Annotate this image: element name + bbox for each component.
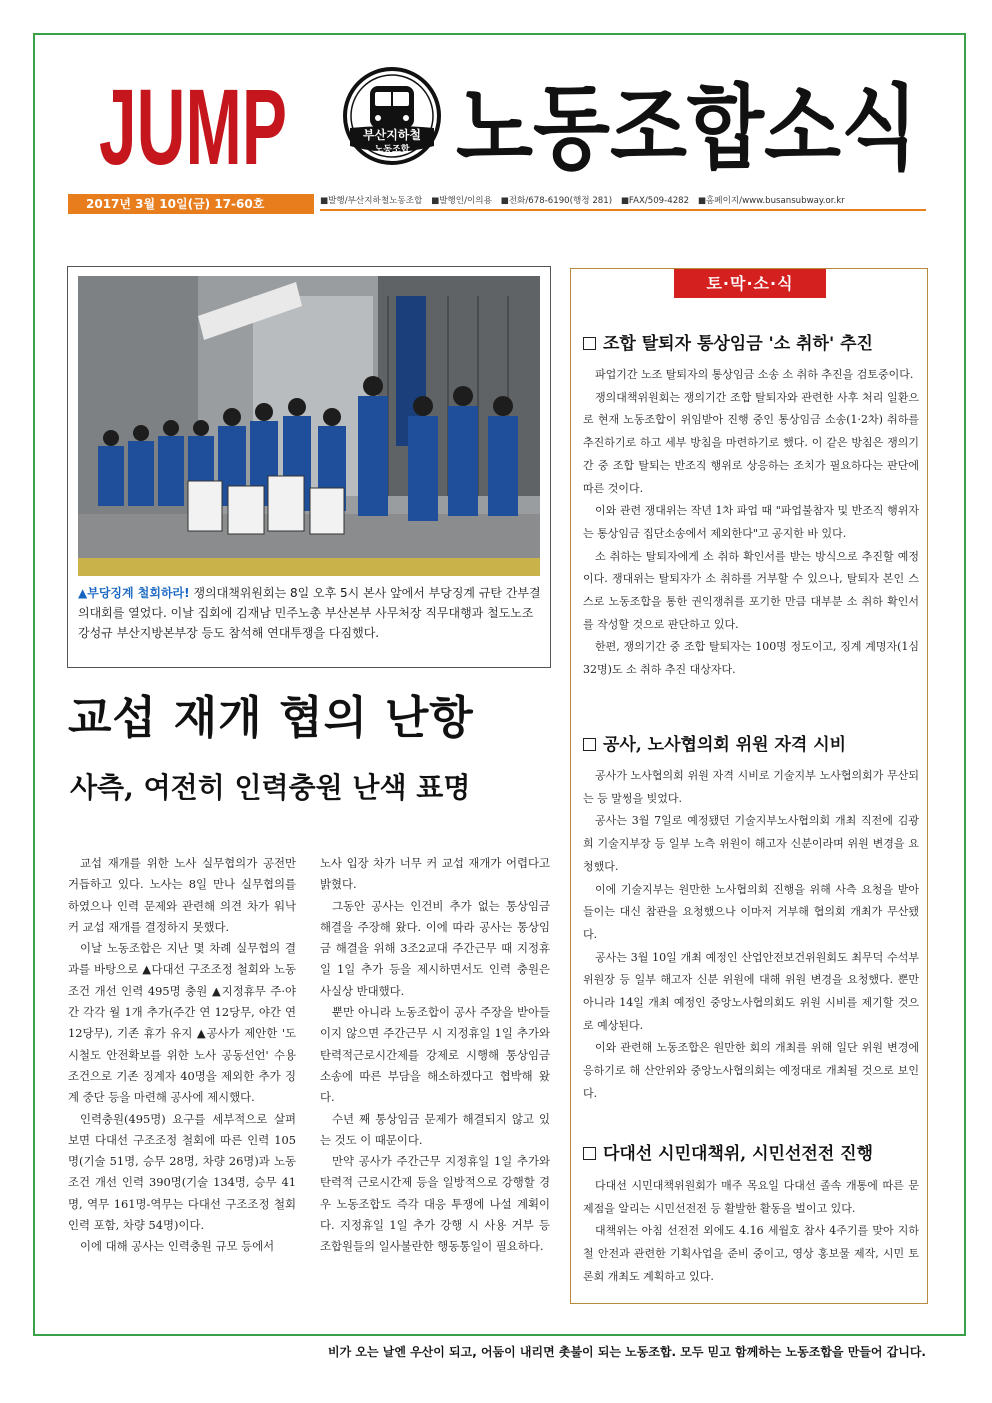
brief-paragraph: 대책위는 아침 선전전 외에도 4.16 세월호 참사 4주기를 맞아 지하철 안전과 관련한 기획사업을 준비 중이고, 영상 홍보물 제작, 시민 토론회 개최도 계획하고 있다. (583, 1224, 919, 1283)
article-paragraph: 교섭 재개를 위한 노사 실무협의가 공전만 거듭하고 있다. 노사는 8일 만나 실무협의를 하였으나 인력 문제와 관련해 의견 차가 워낙 커 교섭 재개를 결정하지 못했다. (68, 856, 296, 934)
fax: ■FAX/509-4282 (620, 196, 690, 206)
sidebar-tag: 토·막·소·식 (674, 269, 826, 298)
svg-text:JUMP: JUMP (99, 66, 287, 174)
brief-paragraph: 파업기간 노조 탈퇴자의 통상임금 소송 소 취하 추진을 검토중이다. (595, 368, 914, 381)
article-subheadline: 사측, 여전히 인력충원 난색 표명 (70, 771, 471, 804)
article-paragraph: 그동안 공사는 인건비 추가 없는 통상임금 해결을 주장해 왔다. 이에 따라 공사는 통상임금 해결을 위해 3조2교대 주간근무 때 지정휴일 1일 추가 등을 제시하면서도 인력 충원은 사실상 반대했다. (320, 898, 550, 998)
article-paragraph: 만약 공사가 주간근무 지정휴일 1일 추가와 탄력적 근로시간제 등을 일방적으로 강행할 경우 노동조합도 즉각 대응 투쟁에 나설 계획이다. 지정휴일 1일 추가 강행 시 사용 거부 등 조합원들의 일사불란한 행동통일이 필요하다. (320, 1154, 550, 1254)
issue-date: 2017년 3월 10일(금) 17-60호 (68, 194, 314, 214)
article-paragraph: 뿐만 아니라 노동조합이 공사 주장을 받아들이지 않으면 주간근무 시 지정휴일 1일 추가와 탄력적근로시간제를 강제로 시행해 통상임금 소송에 따른 부담을 해소하겠다고 협박해 왔다. (320, 1005, 550, 1105)
brief-title: 공사, 노사협의회 위원 자격 시비 (583, 732, 846, 758)
checkbox-square-icon (583, 738, 596, 751)
svg-text:노동조합: 노동조합 (374, 145, 410, 155)
brief-paragraph: 한편, 쟁의기간 중 조합 탈퇴자는 100명 정도이고, 징계 계명자(1심 32명)도 소 취하 추진 대상자다. (583, 640, 919, 677)
brief-paragraph: 쟁의대책위원회는 쟁의기간 조합 탈퇴자와 관련한 사후 처리 일환으로 현재 노동조합이 위임받아 진행 중인 통상임금 소송(1·2차) 취하를 추진하기로 하고 세부 방침을 마련하기로 했다. 이 같은 방침은 쟁의기간 중 조합 탈퇴는 반조직 행위로 상응하는 조치가 필요하다는 판단에 따른 것이다. (583, 390, 919, 495)
brief-body (583, 364, 919, 682)
article-column-left (68, 853, 296, 1258)
brief-paragraph: 이와 관련해 노동조합은 원만한 회의 개최를 위해 일단 위원 변경에 응하기로 해 산안위와 중앙노사협의회는 예정대로 개최될 것으로 보인다. (583, 1041, 919, 1100)
checkbox-square-icon (583, 1147, 596, 1160)
article-paragraph: 인력충원(495명) 요구를 세부적으로 살펴보면 다대선 구조조정 철회에 따른 인력 105명(기술 51명, 승무 28명, 차량 26명)과 노동조건 개선 인력 390명(기술 134명, 승무 41명, 역무 161명-역무는 다대선 구조조정 철회인력 포함, 차량 54명)이다. (68, 1111, 296, 1233)
news-briefs-sidebar (570, 268, 928, 1304)
svg-text:부산지하철: 부산지하철 (363, 128, 421, 142)
divider (320, 209, 926, 211)
publisher: ■발행/부산지하철노동조합 (320, 196, 423, 206)
brief-paragraph: 이와 관련 쟁대위는 작년 1차 파업 때 "파업불참자 및 반조직 행위자는 통상임금 집단소송에서 제외한다"고 공지한 바 있다. (583, 504, 919, 540)
brief-body (583, 765, 919, 1106)
rally-photo (78, 276, 540, 576)
article-paragraph: 노사 입장 차가 너무 커 교섭 재개가 어렵다고 밝혔다. (320, 856, 550, 892)
brief-paragraph: 다대선 시민대책위원회가 매주 목요일 다대선 졸속 개통에 따른 문제점을 알리는 시민선전전 등 활발한 활동을 벌이고 있다. (583, 1179, 919, 1215)
article-paragraph: 수년 째 통상임금 문제가 해결되지 않고 있는 것도 이 때문이다. (320, 1111, 550, 1147)
phone: ■전화/678-6190(행정 281) (500, 196, 613, 206)
footer-slogan: 비가 오는 날엔 우산이 되고, 어둠이 내리면 촛불이 되는 노동조합. 모두 믿고 함께하는 노동조합을 만들어 갑니다. (328, 1345, 926, 1359)
masthead-title (452, 60, 922, 180)
article-paragraph: 이에 대해 공사는 인력충원 규모 등에서 (80, 1239, 275, 1254)
brief-body (583, 1175, 919, 1289)
brief-paragraph: 공사는 3월 10일 개최 예정인 산업안전보건위원회도 최무덕 수석부위원장 등 일부 해고자 신분 위원에 대해 위원 변경을 요청했다. 뿐만 아니라 14일 개최 예정인 중앙노사협의회도 위원 시비를 제기할 것으로 예상된다. (583, 950, 919, 1032)
union-emblem (342, 66, 442, 166)
article-headline: 교섭 재개 협의 난항 (68, 691, 474, 744)
publication-details (320, 194, 926, 214)
svg-text:노동조합소식: 노동조합소식 (456, 74, 918, 180)
brief-paragraph: 공사는 3월 7일로 예정됐던 기술지부노사협의회 개최 직전에 김광희 기술지부장 등 일부 노측 위원이 해고자 신분이라며 위원 변경을 요청했다. (583, 814, 919, 873)
brief-paragraph: 소 취하는 탈퇴자에게 소 취하 확인서를 받는 방식으로 추진할 예정이다. 쟁대위는 탈퇴자가 소 취하를 거부할 수 있으나, 탈퇴자 본인 스스로 노동조합을 통한 권익쟁취를 포기한 만큼 대부분 소 취하 확인서를 작성할 것으로 판단하고 있다. (583, 549, 919, 631)
issue-info-bar (68, 194, 926, 216)
photo-block (67, 266, 551, 668)
caption-lead: ▲부당징계 철회하라! (78, 586, 190, 600)
photo-caption (78, 583, 542, 643)
brief-paragraph: 이에 기술지부는 원만한 노사협의회 진행을 위해 사측 요청을 받아들이는 대신 참관을 요청했으나 이마저 거부해 협의회 개최가 무산됐다. (583, 882, 919, 941)
editor: ■발행인/이의용 (431, 196, 492, 206)
caption-body: 쟁의대책위원회는 8일 오후 5시 본사 앞에서 부당징계 규탄 간부결의대회를 열었다. 이날 집회에 김재남 민주노총 부산본부 사무처장 직무대행과 철도노조 강성규 부산지방본부장 등도 참석해 연대투쟁을 다짐했다. (78, 586, 541, 640)
homepage-link[interactable]: ■홈페이지/www.busansubway.or.kr (697, 196, 845, 206)
brief-paragraph: 공사가 노사협의회 위원 자격 시비로 기술지부 노사협의회가 무산되는 등 말썽을 빚었다. (583, 769, 919, 805)
brief-title: 조합 탈퇴자 통상임금 '소 취하' 추진 (583, 331, 873, 357)
jump-logo (98, 66, 288, 174)
article-paragraph: 이날 노동조합은 지난 몇 차례 실무협의 결과를 바탕으로 ▲다대선 구조조정 철회와 노동조건 개선 인력 495명 충원 ▲지정휴무 주·야간 각각 월 1개 추가(주간 연 12당무, 야간 연 12당무), 기존 휴가 유지 ▲공사가 제안한 '도시철도 안전확보를 위한 노사 공동선언' 수용 조건으로 기존 징계자 40명을 제외한 추가 징계 중단 등을 마련해 공사에 제시했다. (68, 941, 296, 1105)
brief-title: 다대선 시민대책위, 시민선전전 진행 (583, 1141, 873, 1167)
checkbox-square-icon (583, 337, 596, 350)
article-column-middle (320, 853, 550, 1258)
